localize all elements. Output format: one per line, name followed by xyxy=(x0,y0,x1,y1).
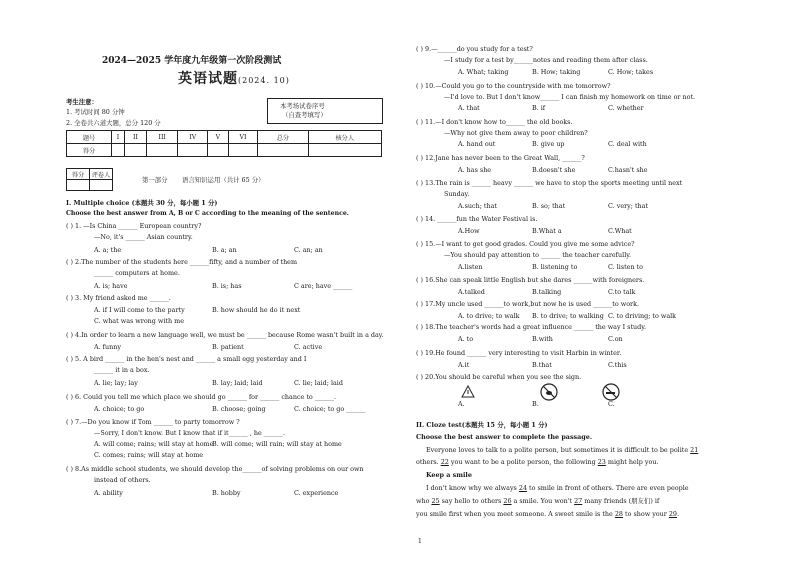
grader-score-label: 得分 xyxy=(67,169,90,180)
score-header: 核分人 xyxy=(308,131,382,144)
warning-triangle-icon xyxy=(461,385,475,398)
section1-heading: I. Multiple choice (本题共 30 分，每小题 1 分) xyxy=(66,199,218,207)
score-cell[interactable] xyxy=(208,144,229,157)
answer-option[interactable]: B.that xyxy=(532,361,552,369)
answer-option[interactable]: B. patient xyxy=(212,343,244,351)
answer-option[interactable]: C.on xyxy=(608,335,623,343)
question-stem: ( ) 8.As middle school students, we should develop the______of solving problems on our own xyxy=(66,465,364,473)
cloze-line-4: who 25 say hello to others 26 a smile. You won't 27 many friends (朋友们) if xyxy=(416,497,660,505)
seat-number-box[interactable] xyxy=(267,98,383,124)
left-column xyxy=(62,0,397,561)
question-line: —No, it's ______ Asian country. xyxy=(94,233,193,241)
score-header: 总分 xyxy=(258,131,308,144)
answer-option[interactable]: A.listen xyxy=(458,263,483,271)
answer-option[interactable]: C.What xyxy=(608,227,632,235)
question-stem: ( ) 20.You should be careful when you see the sign. xyxy=(416,373,582,381)
answer-option[interactable]: A. funny xyxy=(94,343,122,351)
question-stem: ( ) 16.She can speak little English but she dares ______with foreigners. xyxy=(416,276,645,284)
answer-option[interactable]: A. to drive; to walk xyxy=(458,312,520,320)
question-stem: ( ) 17.My uncle used ______to work,but now he is used ______to work. xyxy=(416,300,640,308)
score-cell[interactable] xyxy=(112,144,125,157)
answer-option[interactable]: B. is; has xyxy=(212,282,242,290)
answer-option[interactable]: A. a; the xyxy=(94,246,122,254)
answer-option[interactable]: A. has she xyxy=(458,166,492,174)
answer-option[interactable]: B.with xyxy=(532,335,553,343)
score-cell[interactable] xyxy=(124,144,146,157)
blank-29[interactable]: 29 xyxy=(668,510,677,518)
question-line: —You should pay attention to ______ the teacher carefully. xyxy=(444,251,632,259)
answer-option[interactable]: B. hobby xyxy=(212,489,241,497)
answer-option[interactable]: C. How; takes xyxy=(608,68,654,76)
score-header: IV xyxy=(178,131,208,144)
question-stem: ( ) 12.Jane has never been to the Great Wall, ______? xyxy=(416,154,585,162)
cloze-line-5: you smile first when you meet someone. A sweet smile is the 28 to show your 29. xyxy=(416,510,680,518)
answer-option[interactable]: A. ability xyxy=(94,489,123,497)
question-stem: ( ) 11.—I don't know how to______ the old books. xyxy=(416,118,573,126)
page-number: 1 xyxy=(418,538,422,545)
question-stem: ( ) 2.The number of the students here ______fifty, and a number of them xyxy=(66,258,298,266)
answer-option[interactable]: B. a; an xyxy=(212,246,237,254)
cloze-line-1: Everyone loves to talk to a polite person, but sometimes it is difficult to be polite 21 xyxy=(426,446,699,454)
part-label: 第一部分 xyxy=(142,176,168,184)
score-header: VI xyxy=(228,131,258,144)
score-header: 题号 xyxy=(67,131,112,144)
notice-2: 2. 全卷共六道大题，总分 120 分 xyxy=(66,119,161,127)
score-header: I xyxy=(112,131,125,144)
question-line: Sunday. xyxy=(444,190,470,198)
score-cell[interactable] xyxy=(308,144,382,157)
answer-option[interactable]: B. will come; will rain; will stay at home xyxy=(212,440,342,448)
answer-option[interactable]: A. if I will come to the party xyxy=(94,306,185,314)
cloze-line-3: I don't know why we always 24 to smile in front of others. There are even people xyxy=(426,484,689,492)
cloze-subheading: Keep a smile xyxy=(426,471,472,479)
blank-25[interactable]: 25 xyxy=(431,497,440,505)
cloze-instruction: Choose the best answer to complete the passage. xyxy=(416,433,593,441)
cloze-line-2: others. 22 you want to be a polite person, the following 23 might help you. xyxy=(416,458,659,466)
question-line: —I'd love to. But I don't know______ I can finish my homework on time or not. xyxy=(444,93,696,101)
grader-name-cell[interactable] xyxy=(90,180,113,191)
question-stem: ( ) 18.The teacher's words had a great influence ______ the way I study. xyxy=(416,323,647,331)
score-table-header-row xyxy=(67,131,382,144)
score-table xyxy=(66,130,382,157)
question-stem: ( ) 19.He found ______ very interesting to visit Harbin in winter. xyxy=(416,349,622,357)
blank-24[interactable]: 24 xyxy=(518,484,528,492)
answer-option[interactable]: A. hand out xyxy=(458,140,496,148)
blank-22[interactable]: 22 xyxy=(440,458,449,466)
question-line: ______ it in a box. xyxy=(94,366,150,374)
grader-name-label: 评卷人 xyxy=(90,169,113,180)
answer-option[interactable]: A. choice; to go xyxy=(94,405,145,413)
answer-option[interactable]: B. so; that xyxy=(532,202,566,210)
question-stem: ( ) 13.The rain is ______ heavy ______ we have to stop the sports meeting until next xyxy=(416,179,683,187)
question-stem: ( ) 7.—Do you know if Tom ______ to party tomorrow ? xyxy=(66,418,240,426)
blank-23[interactable]: 23 xyxy=(597,458,606,466)
notice-1: 1. 考试时间 80 分钟 xyxy=(66,108,125,116)
no-smoking-sign-icon xyxy=(602,383,620,401)
answer-option[interactable]: B. give up xyxy=(532,140,565,148)
answer-option[interactable]: A. is; have xyxy=(94,282,128,290)
answer-option[interactable]: C are; have ______ xyxy=(294,282,353,290)
answer-option[interactable]: A. to xyxy=(458,335,474,343)
answer-option[interactable]: B.What a xyxy=(532,227,562,235)
answer-option[interactable]: C. very; that xyxy=(608,202,649,210)
score-header: II xyxy=(124,131,146,144)
answer-option[interactable]: B. lay; laid; laid xyxy=(212,379,263,387)
question-stem: ( ) 4.In order to learn a new language well, we must be ______ because Rome wasn't built in a day. xyxy=(66,331,384,339)
blank-21[interactable]: 21 xyxy=(690,446,699,454)
question-line: ______ computers at home. xyxy=(94,269,180,277)
part-title: 语言知识运用（共计 65 分） xyxy=(182,176,265,184)
answer-option[interactable]: A.such; that xyxy=(458,202,497,210)
answer-option[interactable]: C. xyxy=(608,400,615,408)
question-stem: ( ) 10.—Could you go to the countryside with me tomorrow? xyxy=(416,82,611,90)
answer-option[interactable]: C.to talk xyxy=(608,288,636,296)
question-line: —Sorry, I don't know. But I know that if it______ , he ______. xyxy=(94,429,285,437)
answer-option[interactable]: A. lie; lay; lay xyxy=(94,379,138,387)
question-stem: ( ) 14. ______fun the Water Festival is. xyxy=(416,215,538,223)
answer-option[interactable]: B. if xyxy=(532,104,546,112)
score-table-row xyxy=(67,144,382,157)
score-cell[interactable] xyxy=(228,144,258,157)
answer-option[interactable]: C. lie; laid; laid xyxy=(294,379,343,387)
cloze-heading: II. Cloze test(本题共 15 分，每小题 1 分) xyxy=(416,421,548,429)
score-cell[interactable] xyxy=(147,144,178,157)
answer-option[interactable]: B. how should he do it next xyxy=(212,306,301,314)
answer-option[interactable]: A. xyxy=(458,400,465,408)
blank-26[interactable]: 26 xyxy=(503,497,512,505)
answer-option[interactable]: C. comes; rains; will stay at home xyxy=(94,451,204,459)
answer-option[interactable]: C. choice; to go ______ xyxy=(294,405,366,413)
answer-option[interactable]: C. whether xyxy=(608,104,644,112)
question-stem: ( ) 3. My friend asked me ______. xyxy=(66,294,171,302)
answer-option[interactable]: A. that xyxy=(458,104,480,112)
right-column xyxy=(412,0,732,561)
notice-title: 考生注意： xyxy=(66,98,98,106)
answer-option[interactable]: A.it xyxy=(458,361,470,369)
seat-label-1: 本考场试卷序号 xyxy=(280,102,325,110)
answer-option[interactable]: A. will come; rains; will stay at home xyxy=(94,440,214,448)
section1-instruction: Choose the best answer from A, B or C according to the meaning of the sentence. xyxy=(66,210,349,217)
exam-title: 2024—2025 学年度九年级第一次阶段测试 xyxy=(102,56,282,66)
answer-option[interactable]: B. xyxy=(532,400,539,408)
blank-28[interactable]: 28 xyxy=(614,510,623,518)
answer-option[interactable]: B. to drive; to walking xyxy=(532,312,604,320)
answer-option[interactable]: C.this xyxy=(608,361,627,369)
question-stem: ( ) 15.—I want to get good grades. Could you give me some advice? xyxy=(416,240,635,248)
answer-option[interactable]: B.doesn't she xyxy=(532,166,576,174)
score-cell[interactable] xyxy=(178,144,208,157)
answer-option[interactable]: B.talking xyxy=(532,288,562,296)
question-stem: ( ) 1. —Is China ______ European country? xyxy=(66,222,202,230)
no-pets-sign-icon xyxy=(540,383,558,401)
question-stem: ( ) 9.—______do you study for a test? xyxy=(416,45,533,53)
answer-option[interactable]: C. experience xyxy=(294,489,339,497)
answer-option[interactable]: C. an; an xyxy=(294,246,323,254)
answer-option[interactable]: A.talked xyxy=(458,288,485,296)
answer-option[interactable]: C. active xyxy=(294,343,323,351)
answer-option[interactable]: B. How; taking xyxy=(532,68,581,76)
question-stem: ( ) 6. Could you tell me which place we should go ______ for ______ chance to ______. xyxy=(66,393,336,401)
answer-option[interactable]: B. listening to xyxy=(532,263,578,271)
question-line: —Why not give them away to poor children? xyxy=(444,129,588,137)
seat-label-2: （自查考填写） xyxy=(282,111,327,119)
answer-option[interactable]: C. to driving; to walk xyxy=(608,312,677,320)
question-line: —I study for a test by______notes and reading them after class. xyxy=(444,56,648,64)
score-header: V xyxy=(208,131,229,144)
answer-option[interactable]: C. what was wrong with me xyxy=(94,317,184,325)
answer-option[interactable]: B. choose; going xyxy=(212,405,266,413)
question-line: instead of others. xyxy=(94,476,151,484)
score-cell[interactable] xyxy=(258,144,308,157)
answer-option[interactable]: C. deal with xyxy=(608,140,647,148)
answer-option[interactable]: C.hasn't she xyxy=(608,166,648,174)
section1-grader-box xyxy=(66,168,113,191)
answer-option[interactable]: C. listen to xyxy=(608,263,644,271)
answer-option[interactable]: A. What; taking xyxy=(458,68,509,76)
answer-option[interactable]: A.How xyxy=(458,227,480,235)
question-stem: ( ) 5. A bird ______ in the hen's nest and ______ a small egg yesterday and I xyxy=(66,355,307,363)
score-row-label: 得分 xyxy=(67,144,112,157)
score-header: III xyxy=(147,131,178,144)
subject-title: 英语试题(2024. 10) xyxy=(178,71,290,87)
grader-score-cell[interactable] xyxy=(67,180,90,191)
blank-27[interactable]: 27 xyxy=(574,497,583,505)
